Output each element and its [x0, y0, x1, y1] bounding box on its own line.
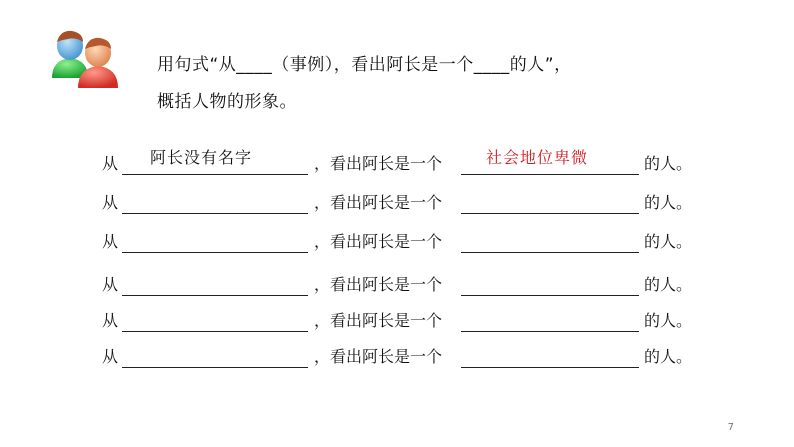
- row-prefix: 从: [102, 275, 119, 294]
- example-blank[interactable]: [122, 230, 308, 253]
- row-prefix: 从: [102, 347, 119, 366]
- two-people-icon: [48, 28, 120, 90]
- sentence-row-4: [102, 273, 702, 297]
- row-prefix: 从: [102, 193, 119, 212]
- trait-blank[interactable]: [461, 273, 639, 296]
- row-middle-text: ，看出阿长是一个: [314, 154, 443, 173]
- row-middle-text: ，看出阿长是一个: [314, 311, 443, 330]
- example-blank[interactable]: [122, 309, 308, 332]
- example-blank[interactable]: [122, 345, 308, 368]
- sentence-row-5: [102, 309, 702, 333]
- row-prefix: 从: [102, 154, 119, 173]
- row-suffix: 的人。: [644, 193, 693, 212]
- trait-blank[interactable]: [461, 309, 639, 332]
- trait-blank[interactable]: [461, 345, 639, 368]
- row-prefix: 从: [102, 311, 119, 330]
- row-middle-text: ，看出阿长是一个: [314, 193, 443, 212]
- instruction-line-2: 概括人物的形象。: [157, 92, 297, 112]
- front-person-figure: [78, 38, 118, 88]
- trait-blank[interactable]: [461, 191, 639, 214]
- row-middle-text: ，看出阿长是一个: [314, 232, 443, 251]
- row-suffix: 的人。: [644, 232, 693, 251]
- sentence-row-3: [102, 230, 702, 254]
- instruction-line-1: 用句式“从____（事例），看出阿长是一个____的人”，: [157, 55, 572, 75]
- trait-blank[interactable]: [461, 230, 639, 253]
- row-suffix: 的人。: [644, 347, 693, 366]
- row-prefix: 从: [102, 232, 119, 251]
- example-blank[interactable]: [122, 191, 308, 214]
- row-suffix: 的人。: [644, 275, 693, 294]
- example-answer: 阿长没有名字: [150, 148, 253, 167]
- row-suffix: 的人。: [644, 154, 693, 173]
- back-person-figure: [52, 31, 88, 78]
- page-number: 7: [727, 422, 734, 433]
- row-middle-text: ，看出阿长是一个: [314, 347, 443, 366]
- row-middle-text: ，看出阿长是一个: [314, 275, 443, 294]
- row-suffix: 的人。: [644, 311, 693, 330]
- sentence-row-6: [102, 345, 702, 369]
- trait-answer: 社会地位卑微: [486, 148, 589, 167]
- sentence-row-2: [102, 191, 702, 215]
- example-blank[interactable]: [122, 273, 308, 296]
- sentence-row-1: [102, 148, 702, 176]
